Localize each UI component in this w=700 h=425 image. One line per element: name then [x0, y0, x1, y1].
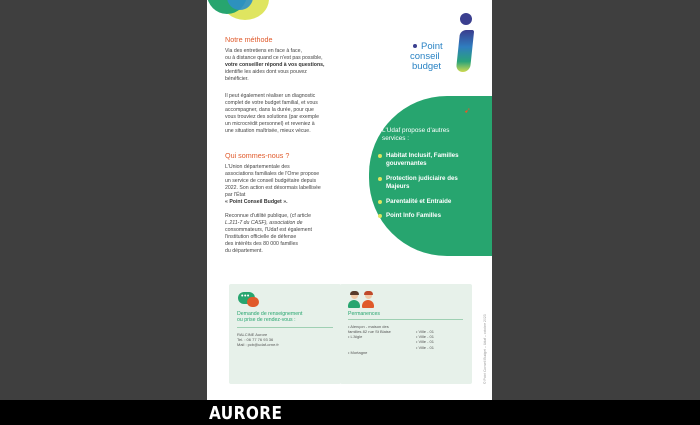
services-intro: L'Udaf propose d'autres services :	[382, 127, 450, 143]
method-paragraph-2: Il peut également réaliser un diagnostic complet de votre budget familial, et vous accompagner, dans la durée, pour que vous trouviez des solutions (par exemple un microcrédit personnel) et reveniez à une situation maîtrisée, mieux vécue.	[225, 93, 319, 134]
logo-word-conseil: conseil	[410, 51, 440, 62]
bullet-icon	[378, 177, 382, 181]
logo-word-budget: budget	[412, 61, 442, 72]
logo-dot	[413, 44, 417, 48]
bullet-icon	[378, 200, 382, 204]
person-icon	[348, 292, 360, 308]
divider	[348, 319, 463, 320]
about-paragraph-2: Reconnue d'utilité publique, (cf article L.211-7 du CASF), association de consommateurs, l'Udaf est également l'institution officielle de défense des intérêts des 80 000 familles du département.	[225, 213, 312, 254]
bullet-icon	[378, 154, 382, 158]
divider	[237, 327, 333, 328]
service-item: Protection judiciaire des Majeurs	[386, 175, 458, 190]
permanences-card	[340, 284, 472, 384]
method-heading: Notre méthode	[225, 35, 273, 44]
permanences-times: • Ville - 01 • Ville - 01 • Ville - 01 • Ville - 01	[416, 329, 435, 350]
bullet-icon	[378, 214, 382, 218]
logo-word-point: Point	[421, 41, 443, 52]
about-heading: Qui sommes-nous ?	[225, 151, 290, 160]
logo-i-dot	[460, 13, 472, 25]
chat-dots-icon: •••	[241, 293, 250, 300]
permanences-locations: • Alençon - maison des familles 82 rue St Blaise • L'Aigle • Mortagne	[348, 324, 391, 356]
about-paragraph-1: L'Union départementale des associations familiales de l'Orne propose un service de conseil budgétaire depuis 2022. Son action est désormais labellisée par l'État « Point Conseil Budget ».	[225, 164, 321, 205]
contact-card-title: Demande de renseignement ou prise de rendez-vous :	[237, 311, 303, 324]
service-item: Point Info Familles	[386, 212, 442, 219]
service-item: Parentalité et Entraide	[386, 198, 452, 205]
arrow-icon: ➹	[464, 106, 471, 115]
logo-i-icon	[456, 30, 474, 72]
contact-card	[229, 284, 341, 384]
permanences-title: Permanences	[348, 311, 381, 317]
contact-card-details: RALCINE Aurore Tel. : 06 77 76 93 36 Mail : pcb@udaf-orne.fr	[237, 332, 279, 348]
brand-label: AURORE	[209, 403, 283, 424]
person-icon	[362, 292, 374, 308]
credit-line: © Point Conseil Budget – Udaf – octobre 2023	[483, 314, 487, 384]
flyer-page	[207, 0, 492, 400]
service-item: Habitat Inclusif, Familles gouvernantes	[386, 152, 459, 167]
bottom-bar	[0, 400, 700, 425]
method-paragraph-1: Via des entretiens en face à face, ou à distance quand ce n'est pas possible, votre conseiller répond à vos questions, identifie les aides dont vous pouvez bénéficier.	[225, 48, 325, 82]
